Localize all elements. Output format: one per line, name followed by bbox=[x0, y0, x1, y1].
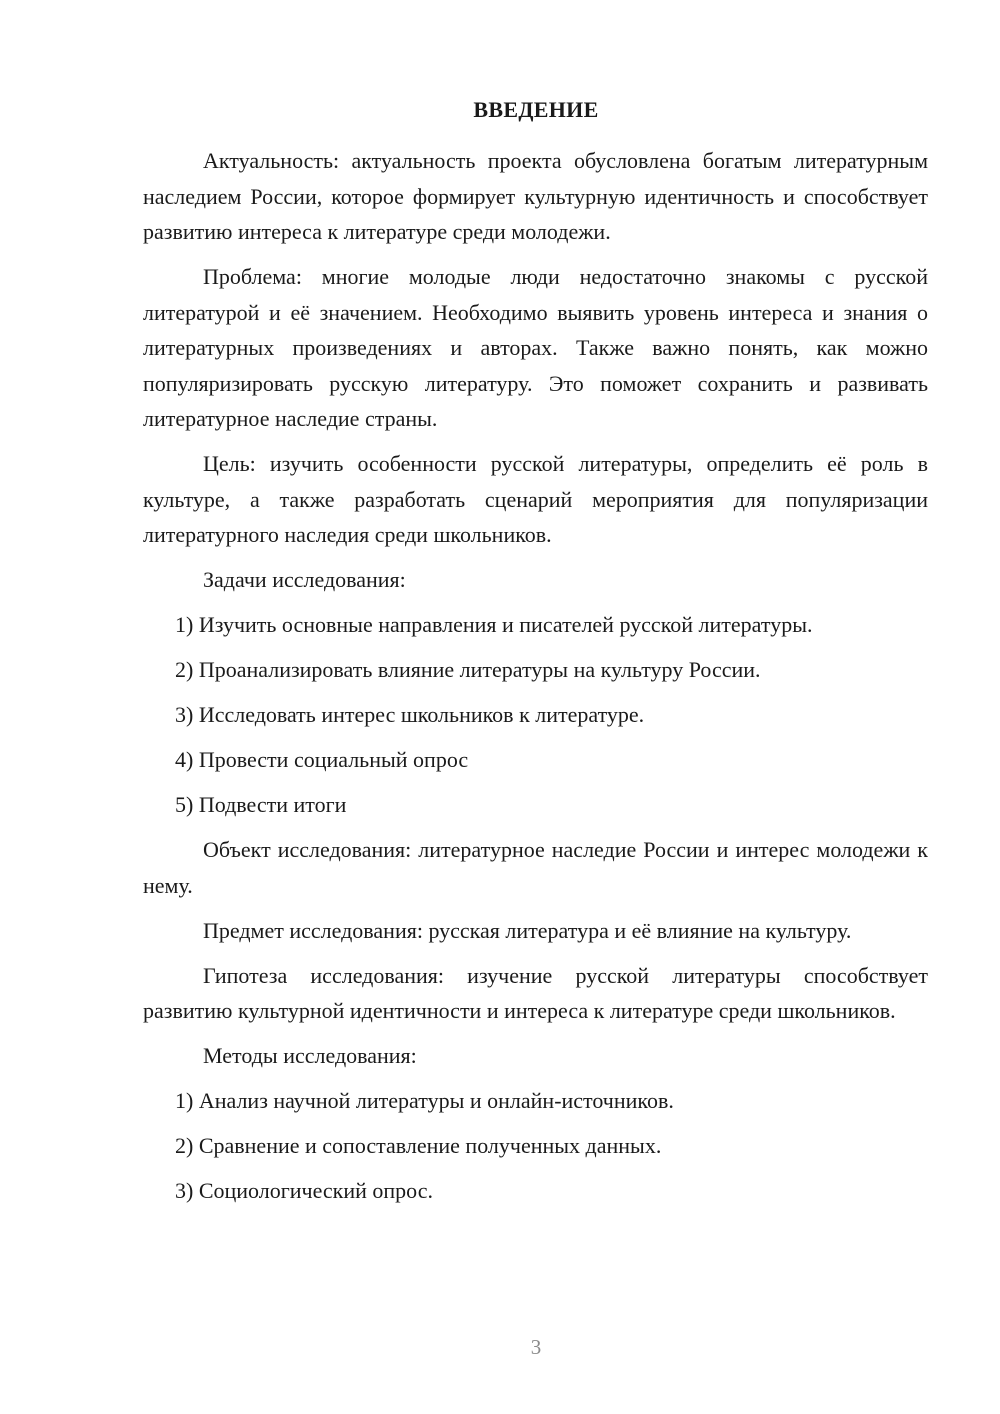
method-item-3: 3) Социологический опрос. bbox=[175, 1178, 433, 1203]
task-item-5: 5) Подвести итоги bbox=[175, 792, 347, 817]
methods-title: Методы исследования: bbox=[203, 1043, 417, 1068]
task-item-2: 2) Проанализировать влияние литературы на культуру России. bbox=[175, 657, 761, 682]
hypothesis-paragraph: Гипотеза исследования: изучение русской литературы способствует развитию культурной идентичности и интереса к литературе среди школьников. bbox=[143, 962, 928, 1023]
problem-paragraph: Проблема: многие молодые люди недостаточно знакомы с русской литературой и её значением. Необходимо выявить уровень интереса и знания о литературных произведениях и авторах. Также важно понять, как можно популяризировать русскую литературу. Это поможет сохранить и развивать литературное наследие страны. bbox=[143, 264, 928, 431]
task-item-4: 4) Провести социальный опрос bbox=[175, 747, 469, 772]
page-heading: ВВЕДЕНИЕ bbox=[473, 97, 599, 122]
page-number: 3 bbox=[530, 1335, 542, 1359]
document-body bbox=[143, 143, 928, 1218]
object-paragraph: Объект исследования: литературное наследие России и интерес молодежи к нему. bbox=[143, 837, 928, 898]
method-item-1: 1) Анализ научной литературы и онлайн-источников. bbox=[175, 1088, 674, 1113]
subject-paragraph: Предмет исследования: русская литература и её влияние на культуру. bbox=[203, 917, 852, 943]
goal-paragraph: Цель: изучить особенности русской литературы, определить её роль в культуре, а также разработать сценарий мероприятия для популяризации литературного наследия среди школьников. bbox=[143, 451, 928, 547]
task-item-3: 3) Исследовать интерес школьников к литературе. bbox=[175, 702, 645, 727]
tasks-title: Задачи исследования: bbox=[203, 567, 406, 592]
task-item-1: 1) Изучить основные направления и писателей русской литературы. bbox=[175, 612, 813, 637]
method-item-2: 2) Сравнение и сопоставление полученных данных. bbox=[175, 1133, 662, 1158]
relevance-paragraph: Актуальность: актуальность проекта обусловлена богатым литературным наследием России, которое формирует культурную идентичность и способствует развитию интереса к литературе среди молодежи. bbox=[143, 148, 928, 244]
